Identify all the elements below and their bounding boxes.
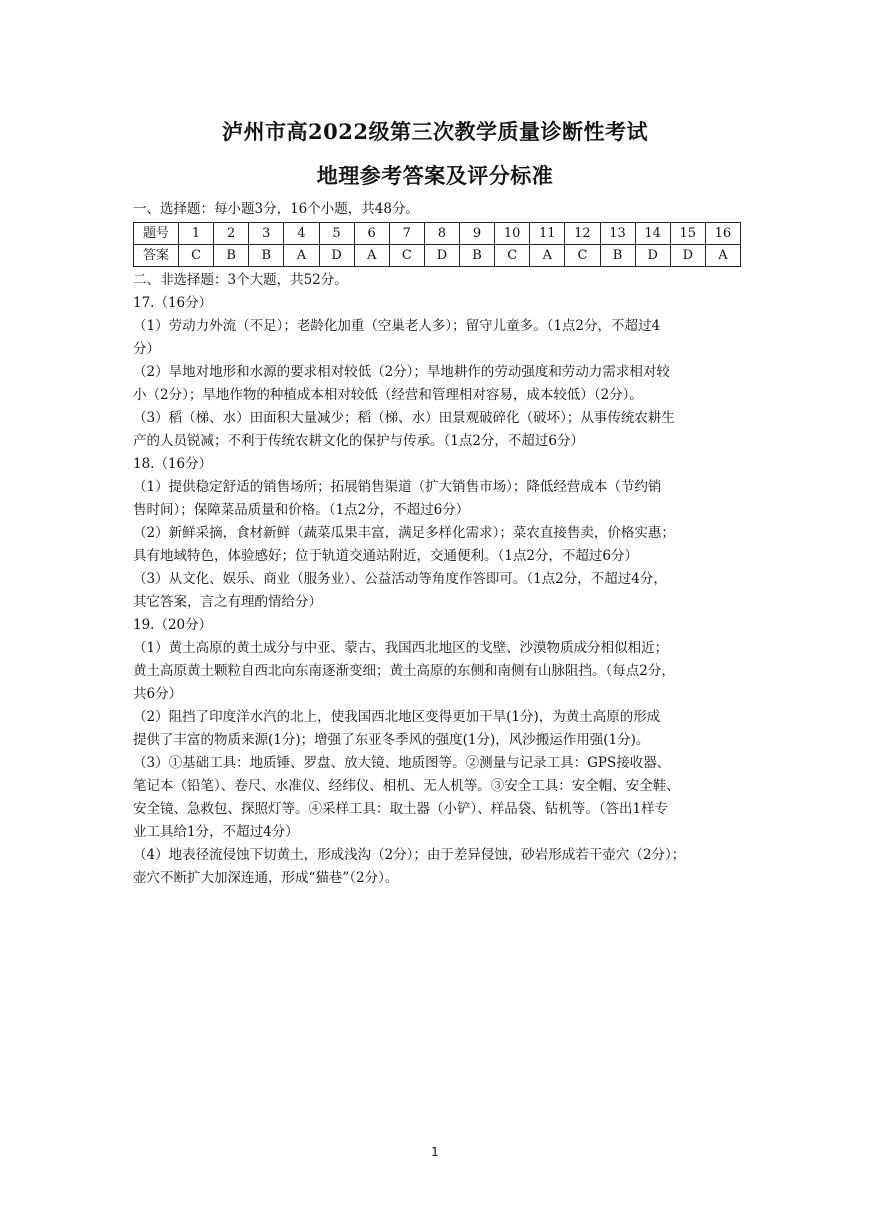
page-number: 1 bbox=[431, 1145, 439, 1159]
answer-cell: D bbox=[635, 245, 670, 267]
text-line: 壶穴不断扩大加深连通，形成“猫巷”（2分）。 bbox=[133, 870, 399, 886]
row-label-answer: 答案 bbox=[134, 245, 179, 267]
answer-cell: C bbox=[565, 245, 600, 267]
question-number: 12 bbox=[565, 223, 600, 245]
section-heading-nonchoice: 二、非选择题：3个大题，共52分。 bbox=[133, 272, 348, 288]
question-number: 13 bbox=[600, 223, 635, 245]
question-number: 3 bbox=[249, 223, 284, 245]
text-line: 售时间）；保障菜品质量和价格。（1点2分，不超过6分） bbox=[133, 502, 470, 518]
answer-cell: A bbox=[705, 245, 740, 267]
answer-row bbox=[134, 245, 741, 267]
text-line: 提供了丰富的物质来源(1分)；增强了东亚冬季风的强度(1分)，风沙搬运作用强(1分)。 bbox=[133, 732, 650, 748]
text-line: 业工具给1分，不超过4分） bbox=[133, 824, 299, 840]
question-number-row bbox=[134, 223, 741, 245]
question-number: 4 bbox=[284, 223, 319, 245]
text-line: 安全镜、急救包、探照灯等。④采样工具：取土器（小铲）、样品袋、钻机等。（答出1样专 bbox=[133, 801, 669, 817]
question-number: 2 bbox=[214, 223, 249, 245]
answer-cell: B bbox=[214, 245, 249, 267]
text-line: （1）提供稳定舒适的销售场所；拓展销售渠道（扩大销售市场）；降低经营成本（节约销 bbox=[133, 479, 662, 495]
question-number: 7 bbox=[389, 223, 424, 245]
text-line: （3）①基础工具：地质锤、罗盘、放大镜、地质图等。②测量与记录工具：GPS接收器、 bbox=[133, 755, 671, 771]
answer-cell: B bbox=[249, 245, 284, 267]
question-number: 14 bbox=[635, 223, 670, 245]
text-line: （1）黄土高原的黄土成分与中亚、蒙古、我国西北地区的戈壁、沙漠物质成分相似相近； bbox=[133, 640, 669, 656]
answer-content bbox=[133, 198, 741, 890]
text-line: 19.（20分） bbox=[133, 617, 213, 633]
text-line: 笔记本（铅笔）、卷尺、水准仪、经纬仪、相机、无人机等。③安全工具：安全帽、安全鞋、 bbox=[133, 778, 680, 794]
question-number: 15 bbox=[670, 223, 705, 245]
text-line: （2）阻挡了印度洋水汽的北上，使我国西北地区变得更加干旱(1分)，为黄土高原的形成 bbox=[133, 709, 661, 725]
answer-table bbox=[133, 222, 741, 267]
text-line: （3）从文化、娱乐、商业（服务业）、公益活动等角度作答即可。（1点2分，不超过4分， bbox=[133, 571, 667, 587]
text-line: 分） bbox=[133, 341, 160, 357]
answer-cell: B bbox=[460, 245, 495, 267]
page-subtitle: 地理参考答案及评分标准 bbox=[316, 163, 554, 188]
question-number: 1 bbox=[179, 223, 214, 245]
question-number: 11 bbox=[530, 223, 565, 245]
text-line: （2）新鲜采摘，食材新鲜（蔬菜瓜果丰富，满足多样化需求）；菜农直接售卖，价格实惠； bbox=[133, 525, 675, 541]
section-heading-choice: 一、选择题：每小题3分，16个小题，共48分。 bbox=[133, 201, 419, 217]
question-number: 8 bbox=[424, 223, 459, 245]
text-line: （1）劳动力外流（不足）；老龄化加重（空巢老人多）；留守儿童多。（1点2分，不超过4 bbox=[133, 318, 661, 334]
answer-cell: A bbox=[284, 245, 319, 267]
answer-cell: B bbox=[600, 245, 635, 267]
text-line: 其它答案，言之有理酌情给分） bbox=[133, 594, 322, 610]
row-label-question: 题号 bbox=[134, 223, 179, 245]
text-line: 具有地域特色，体验感好；位于轨道交通站附近，交通便利。（1点2分，不超过6分） bbox=[133, 548, 639, 564]
answer-cell: C bbox=[179, 245, 214, 267]
question-number: 6 bbox=[354, 223, 389, 245]
text-line: （4）地表径流侵蚀下切黄土，形成浅沟（2分）；由于差异侵蚀，砂岩形成若干壶穴（2分）； bbox=[133, 847, 686, 863]
text-line: 共6分） bbox=[133, 686, 183, 702]
question-number: 16 bbox=[705, 223, 740, 245]
text-line: 17.（16分） bbox=[133, 295, 213, 311]
text-line: （3）稻（梯、水）田面积大量减少；稻（梯、水）田景观破碎化（破坏）；从事传统农耕生 bbox=[133, 410, 675, 426]
answer-cell: C bbox=[495, 245, 530, 267]
answer-cell: D bbox=[424, 245, 459, 267]
question-number: 9 bbox=[460, 223, 495, 245]
answer-cell: A bbox=[530, 245, 565, 267]
page-title: 泸州市高2022级第三次教学质量诊断性考试 bbox=[222, 119, 648, 144]
answer-cell: D bbox=[670, 245, 705, 267]
answer-cell: D bbox=[319, 245, 354, 267]
text-line: 黄土高原黄土颗粒自西北向东南逐渐变细；黄土高原的东侧和南侧有山脉阻挡。（每点2分， bbox=[133, 663, 675, 679]
answer-cell: C bbox=[389, 245, 424, 267]
answer-cell: A bbox=[354, 245, 389, 267]
text-line: 18.（16分） bbox=[133, 456, 213, 472]
text-line: 小（2分）；旱地作物的种植成本相对较低（经营和管理相对容易，成本较低）（2分）。 bbox=[133, 387, 643, 403]
question-number: 10 bbox=[495, 223, 530, 245]
question-number: 5 bbox=[319, 223, 354, 245]
text-line: 产的人员锐减；不利于传统农耕文化的保护与传承。（1点2分，不超过6分） bbox=[133, 433, 585, 449]
text-line: （2）旱地对地形和水源的要求相对较低（2分）；旱地耕作的劳动强度和劳动力需求相对较 bbox=[133, 364, 670, 380]
